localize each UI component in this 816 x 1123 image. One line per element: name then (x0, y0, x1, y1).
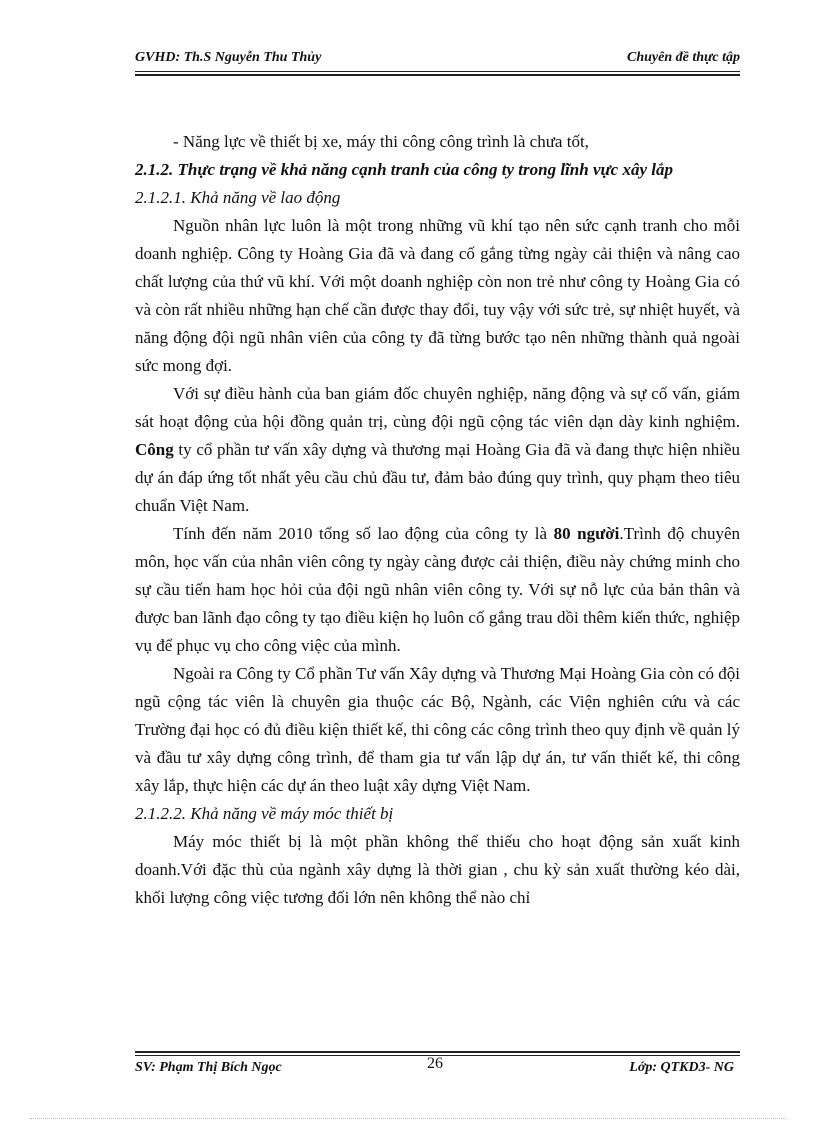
header-rule (135, 71, 740, 72)
subsection-heading-equipment: 2.1.2.2. Khả năng về máy móc thiết bị (135, 804, 394, 823)
page-footer (135, 1051, 740, 1081)
header-rule-thick (135, 74, 740, 76)
section-heading: 2.1.2. Thực trạng về khả năng cạnh tranh của công ty trong lĩnh vực xây lắp (135, 160, 673, 179)
paragraph-3-text-cont: .Trình độ chuyên môn, học vấn của nhân viên công ty ngày càng được cải thiện, điều này chứng minh cho sự cầu tiến ham học hỏi của đội ngũ nhân viên công ty. Với sự nỗ lực của bản thân và được ban lãnh đạo công ty tạo điều kiện họ luôn cố gắng trau dồi thêm kiến thức, nghiệp vụ để phục vụ cho công việc của mình. (135, 524, 740, 655)
document-body (135, 128, 740, 912)
paragraph-2-text-cont: ty cổ phần tư vấn xây dựng và thương mại Hoàng Gia đã và đang thực hiện nhiều dự án đáp ứng tốt nhất yêu cầu chủ đầu tư, đảm bảo đúng quy trình, quy phạm theo tiêu chuẩn Việt Nam. (135, 440, 740, 515)
header-doc-title: Chuyên đề thực tập (626, 50, 740, 65)
paragraph-3-bold: 80 người (553, 524, 620, 543)
paragraph-2 (135, 380, 740, 520)
footer-student: SV: Phạm Thị Bích Ngọc (135, 1060, 282, 1075)
paragraph-3 (135, 520, 740, 660)
subsection-heading-labor: 2.1.2.1. Khả năng về lao động (135, 188, 341, 207)
header-supervisor: GVHD: Th.S Nguyễn Thu Thủy (135, 50, 322, 65)
paragraph-4: Ngoài ra Công ty Cổ phần Tư vấn Xây dựng và Thương Mại Hoàng Gia còn có đội ngũ cộng tác viên là chuyên gia thuộc các Bộ, Ngành, các Viện nghiên cứu và các Trường đại học có đủ điều kiện thiết kế, thi công các công trình theo quy định về quản lý và đầu tư xây dựng công trình, để tham gia tư vấn lập dự án, tư vấn thiết kế, thi công xây lắp, thực hiện các dự án theo luật xây dựng Việt Nam. (135, 664, 740, 795)
paragraph-1: Nguồn nhân lực luôn là một trong những vũ khí tạo nên sức cạnh tranh cho mỗi doanh nghiệp. Công ty Hoàng Gia đã và đang cố gắng từng ngày cải thiện và nâng cao chất lượng của thứ vũ khí. Với một doanh nghiệp còn non trẻ như công ty Hoàng Gia có và còn rất nhiều những hạn chế cần được thay đổi, tuy vậy với sức trẻ, sự nhiệt huyết, và năng động đội ngũ nhân viên của công ty đã từng bước tạo nên những thành quả ngoài sức mong đợi. (135, 216, 740, 375)
page-header (135, 48, 740, 72)
paragraph-2-text: Với sự điều hành của ban giám đốc chuyên nghiệp, năng động và sự cố vấn, giám sát hoạt động của hội đồng quản trị, cùng đội ngũ cộng tác viên dạn dày kinh nghiệm. (135, 384, 740, 431)
paragraph-2-bold: Công (135, 440, 174, 459)
footer-rule-thick (135, 1051, 740, 1053)
paragraph-5: Máy móc thiết bị là một phần không thể thiếu cho hoạt động sản xuất kinh doanh.Với đặc thù của ngành xây dựng là thời gian , chu kỳ sản xuất thường kéo dài, khối lượng công việc tương đối lớn nên không thể nào chỉ (135, 832, 740, 907)
footer-class: Lớp: QTKD3- NG (629, 1060, 734, 1075)
page-number: 26 (427, 1055, 443, 1072)
page-edge-divider (30, 1118, 786, 1119)
bullet-item: - Năng lực về thiết bị xe, máy thi công công trình là chưa tốt, (173, 132, 589, 151)
paragraph-3-text: Tính đến năm 2010 tổng số lao động của công ty là (173, 524, 554, 543)
